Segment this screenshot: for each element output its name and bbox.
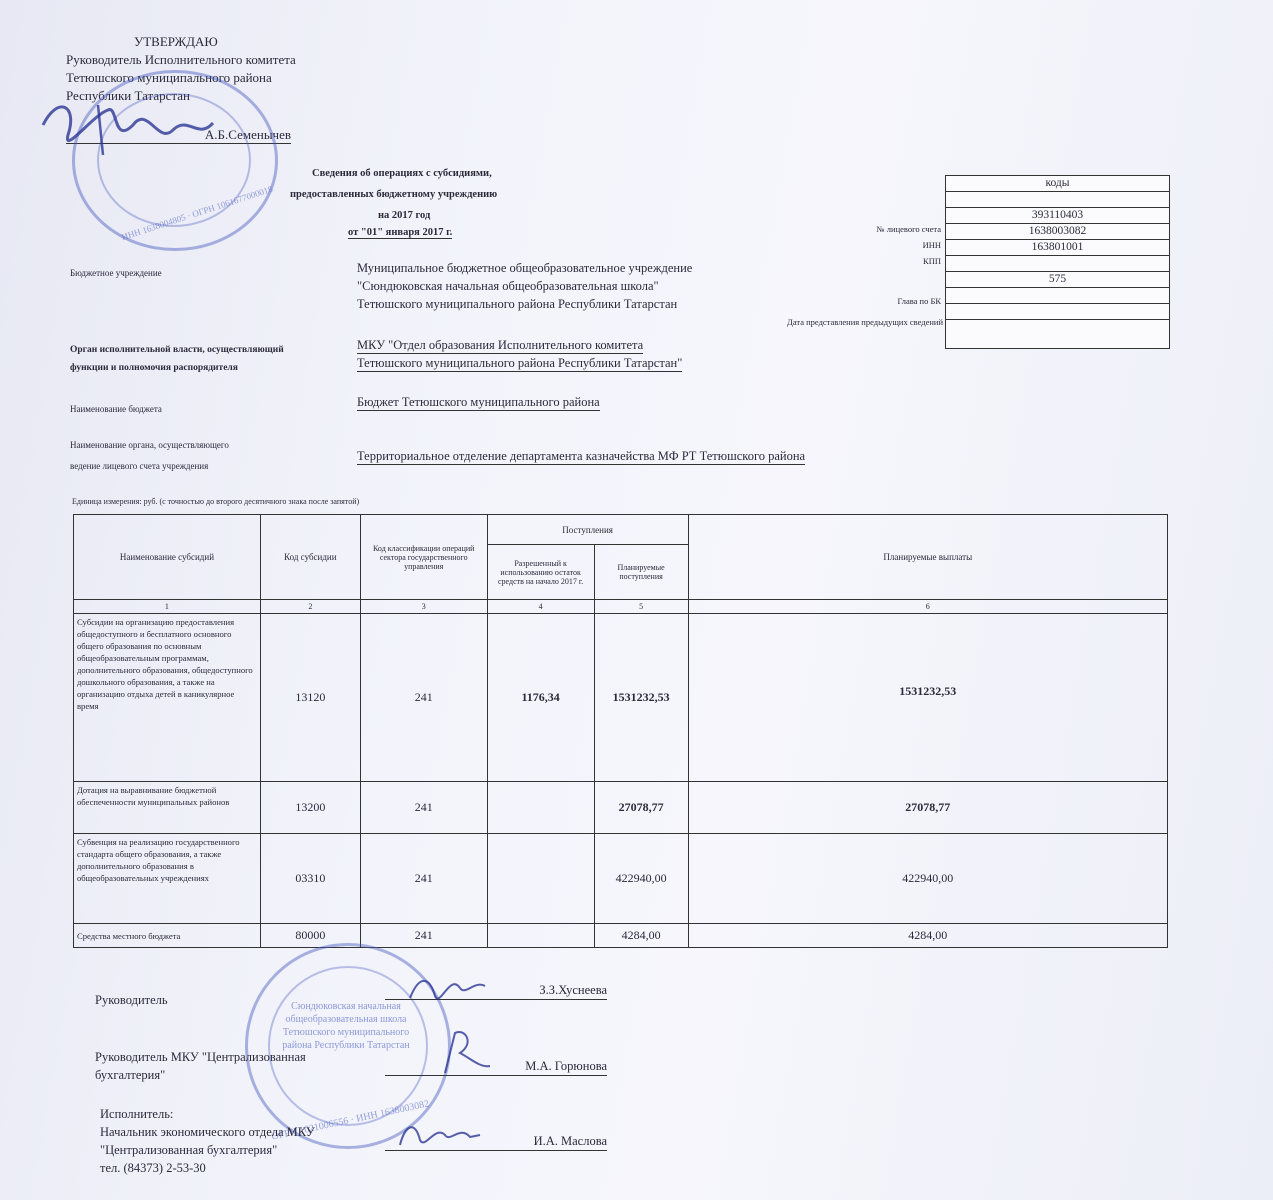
row-allowed: [487, 834, 594, 924]
budget-label: Наименование бюджета: [70, 404, 162, 414]
table-row: [74, 614, 1168, 782]
executor-label-1: Исполнитель:: [100, 1107, 174, 1121]
title-line-3: на 2017 год: [378, 210, 431, 221]
col-number: 5: [594, 600, 688, 614]
approval-line-2: Тетюшского муниципального района: [66, 70, 272, 85]
approval-signer: А.Б.Семенычев: [66, 127, 291, 144]
institution-line-3: Тетюшского муниципального района Республики Татарстан: [357, 297, 678, 311]
row-name: Средства местного бюджета: [74, 924, 261, 948]
col-number: 3: [360, 600, 487, 614]
title-line-2: предоставленных бюджетному учреждению: [290, 189, 498, 200]
institution-label: Бюджетное учреждение: [70, 268, 162, 278]
row-class-code: 241: [360, 782, 487, 834]
row-class-code: 241: [360, 924, 487, 948]
executor-name: И.А. Маслова: [385, 1132, 607, 1151]
header-class-code: Код классификации операций сектора государственного управления: [360, 515, 487, 600]
authority-line-2: Тетюшского муниципального района Республики Татарстан": [357, 356, 683, 370]
authority-label-2: функции и полномочия распорядителя: [70, 363, 238, 373]
codes-inn-label: ИНН: [922, 240, 941, 250]
executor-phone: тел. (84373) 2-53-30: [100, 1161, 206, 1175]
treasury-value: Территориальное отделение департамента казначейства МФ РТ Тетюшского района: [357, 449, 806, 463]
header-allowed: Разрешенный к использованию остаток средств на начало 2017 г.: [487, 545, 594, 600]
accountant-signature: [435, 1028, 495, 1078]
col-number: 6: [688, 600, 1167, 614]
col-number: 1: [74, 600, 261, 614]
row-planned-payments: 4284,00: [688, 924, 1167, 948]
seal-bottom-center: Сюндюковская начальная общеобразовательная школа Тетюшского муниципального района Республики Татарстан: [282, 1001, 410, 1051]
header-receipts: Поступления: [487, 515, 688, 545]
header-planned-payments: Планируемые выплаты: [688, 515, 1167, 600]
title-line-1: Сведения об операциях с субсидиями,: [312, 168, 492, 179]
executor-signature: [395, 1115, 485, 1155]
row-planned-receipts: 27078,77: [594, 782, 688, 834]
codes-bk-label: Глава по БК: [897, 296, 941, 306]
header-code: Код субсидии: [260, 515, 360, 600]
col-number: 4: [487, 600, 594, 614]
row-name: Субвенция на реализацию государственного стандарта общего образования, а также дополнительного образования в общеобразовательных учреждениях: [74, 834, 261, 924]
row-planned-receipts: 4284,00: [594, 924, 688, 948]
accountant-label-2: бухгалтерия": [95, 1068, 166, 1082]
subsidies-table: [73, 514, 1168, 948]
title-date: от "01" января 2017 г.: [348, 227, 453, 238]
head-label: Руководитель: [95, 993, 168, 1007]
table-row: [74, 834, 1168, 924]
header-planned-receipts: Планируемые поступления: [594, 545, 688, 600]
row-allowed: [487, 924, 594, 948]
row-code: 03310: [260, 834, 360, 924]
codes-account-label: № лицевого счета: [876, 224, 941, 234]
budget-value: Бюджет Тетюшского муниципального района: [357, 395, 600, 409]
executor-label-3: "Централизованная бухгалтерия": [100, 1143, 278, 1157]
row-planned-payments: 1531232,53: [688, 614, 1167, 782]
table-row: [74, 924, 1168, 948]
seal-top-text: ИНН 1638004805 · ОГРН 1061677000018: [120, 183, 274, 243]
codes-prev-date: [946, 288, 1169, 304]
codes-kpp: 163801001: [946, 240, 1169, 256]
executor-label-2: Начальник экономического отдела МКУ: [100, 1125, 315, 1139]
header-name: Наименование субсидий: [74, 515, 261, 600]
row-planned-receipts: 422940,00: [594, 834, 688, 924]
head-name: З.З.Хуснеева: [385, 981, 607, 1000]
row-code: 13120: [260, 614, 360, 782]
row-name: Дотация на выравнивание бюджетной обеспеченности муниципальных районов: [74, 782, 261, 834]
codes-kpp-label: КПП: [923, 256, 941, 266]
authority-line-1: МКУ "Отдел образования Исполнительного комитета: [357, 338, 644, 352]
row-allowed: 1176,34: [487, 614, 594, 782]
row-allowed: [487, 782, 594, 834]
approval-line-1: Руководитель Исполнительного комитета: [66, 52, 296, 67]
codes-bk: 575: [946, 272, 1169, 288]
head-signature: [405, 968, 495, 1008]
row-name: Субсидии на организацию предоставления общедоступного и бесплатного основного общего образования по основным общеобразовательным программам, дополнительного образования, общедоступного дошкольного образования, а также на организацию отдыха детей в каникулярное время: [74, 614, 261, 782]
codes-inn: 1638003082: [946, 224, 1169, 240]
approval-heading: УТВЕРЖДАЮ: [134, 34, 218, 49]
accountant-label-1: Руководитель МКУ "Централизованная: [95, 1050, 306, 1064]
table-row: [74, 782, 1168, 834]
approval-signature: [38, 85, 238, 165]
row-planned-payments: 27078,77: [688, 782, 1167, 834]
approval-line-3: Республики Татарстан: [66, 88, 190, 103]
row-code: 13200: [260, 782, 360, 834]
unit-of-measure: Единица измерения: руб. (с точностью до второго десятичного знака после запятой): [72, 497, 360, 506]
accountant-name: М.А. Горюнова: [385, 1057, 607, 1076]
row-class-code: 241: [360, 614, 487, 782]
institution-line-1: Муниципальное бюджетное общеобразовательное учреждение: [357, 261, 693, 275]
row-code: 80000: [260, 924, 360, 948]
authority-label-1: Орган исполнительной власти, осуществляющий: [70, 345, 284, 355]
row-planned-receipts: 1531232,53: [594, 614, 688, 782]
codes-box: [945, 175, 1170, 349]
codes-header: коды: [946, 176, 1169, 192]
row-class-code: 241: [360, 834, 487, 924]
seal-bottom-text: ОГРН 1021006556 · ИНН 1638003082: [270, 1098, 431, 1143]
codes-prev-date-label: Дата представления предыдущих сведений: [787, 317, 943, 327]
col-number: 2: [260, 600, 360, 614]
codes-account: 393110403: [946, 208, 1169, 224]
row-planned-payments: 422940,00: [688, 834, 1167, 924]
institution-line-2: "Сюндюковская начальная общеобразовательная школа": [357, 279, 659, 293]
treasury-label-2: ведение лицевого счета учреждения: [70, 461, 209, 471]
treasury-label-1: Наименование органа, осуществляющего: [70, 440, 229, 450]
